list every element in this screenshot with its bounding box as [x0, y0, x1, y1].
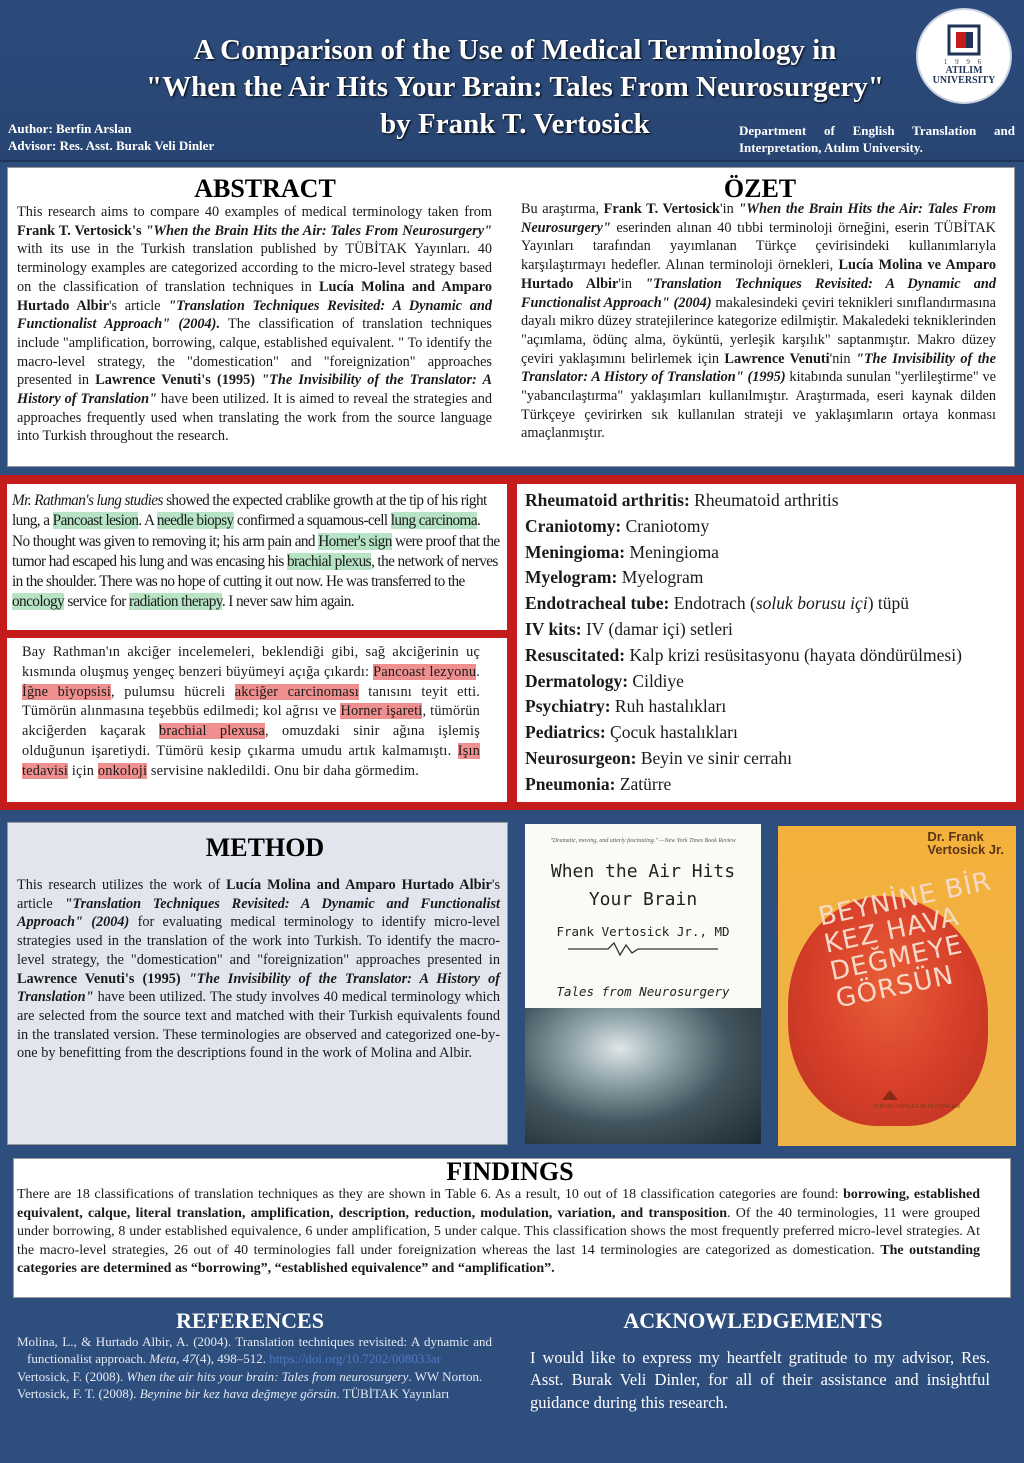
logo-name: ATILIM UNIVERSITY	[932, 65, 996, 86]
reference-item: Molina, L., & Hurtado Albir, A. (2004). Translation techniques revisited: A dynamic and functionalist approach. Meta, 47(4), 498–512. https://doi.org/10.7202/008033ar	[17, 1334, 492, 1367]
book-publisher: TÜBİTAK POPÜLER BİLİM KİTAPLARI	[873, 1104, 961, 1110]
terms-list	[525, 488, 1015, 798]
highlight-term: Işın tedavisi	[22, 742, 480, 779]
term-item: Pediatrics: Çocuk hastalıkları	[525, 722, 738, 743]
ozet-text: Bu araştırma, Frank T. Vertosick'in "When the Brain Hits the Air: Tales From Neurosurgery" eserinden alınan 40 tıbbi terminoloji örneğini, eserin TÜBİTAK Yayınları tarafından yayımlanan Türkçe çevirisindeki kullanımlarıyla karşılaştırmayı hedefler. Alınan terminoloji örnekleri, Lucía Molina ve Amparo Hurtado Albir'in "Translation Techniques Revisited: A Dynamic and Functionalist Approach" (2004) makalesindeki çeviri teknikleri sınıflandırmasına dayalı mikro düzey stratejilerince kategorize edilmiştir. Makaledeki tekniklerinden "açımlama, ödünç alma, öyküntü, yerleşik karşılık" saptanmıştır. Makro düzey çeviri yaklaşımını belirlemek için Lawrence Venuti'nin "The Invisibility of the Translator: A History of Translation" (1995) kitabında sunulan "yerlileştirme" ve "yabancılaştırma" yaklaşımları kullanılmıştır. Araştırmada, eseri kaynak dilden Türkçeye çevirirken sık kullanılan strateji ve yaklaşımların ortaya konması amaçlanmıştır.	[521, 201, 996, 442]
abstract-text: This research aims to compare 40 examples of medical terminology taken from Frank T. Vertosick's "When the Brain Hits the Air: Tales From Neurosurgery" with its use in the Turkish translation published by TÜBİTAK Yayınları. 40 terminology examples are categorized according to the micro-level strategy based on the classification of translation techniques in Lucía Molina and Amparo Hurtado Albir's article "Translation Techniques Revisited: A Dynamic and Functionalist Approach" (2004). The classification of translation techniques include "amplification, borrowing, calque, established equivalent. " To identify the macro-level strategy, the "domestication" and "foreignization" approaches presented in Lawrence Venuti's (1995) "The Invisibility of the Translator: A History of Translation" have been utilized. It is aimed to reveal the strategies and approaches frequently used when translating the work from the source language into Turkish throughout the research.	[17, 204, 492, 445]
method-title: METHOD	[205, 833, 325, 862]
book-author: Dr. Frank Vertosick Jr.	[927, 829, 1004, 857]
highlight-term: Horner işareti	[340, 703, 423, 720]
highlight-term: İğne biyopsisi	[22, 683, 112, 700]
term-item: Endotracheal tube: Endotrach (soluk borusu içi) tüpü	[525, 593, 910, 614]
term-item: Myelogram: Myelogram	[525, 567, 704, 588]
highlight-term: brachial plexus	[286, 552, 371, 570]
book-author: Frank Vertosick Jr., MD	[556, 924, 730, 939]
term-item: Rheumatoid arthritis: Rheumatoid arthritis	[525, 490, 839, 510]
target-excerpt: Bay Rathman'ın akciğer incelemeleri, beklendiği gibi, sağ akciğerinin uç kısmında oluşmuş yengeç benzeri büyümeyi açığa çıkardı: Pancoast lezyonu. İğne biyopsisi, pulumsu hücreli akciğer carcinoması tanısını teyit etti. Tümörün alınmasına teşebbüs edilmedi; kol ağrısı ve Horner işareti, tümörün akciğerden kaçarak brachial plexusa, omuzdaki sinir ağına işlemiş olduğunun işaretiydi. Tümörü kesip çıkarma umudu artık kalmamıştı. Işın tedavisi için onkoloji servisine nakledildi. Onu bir daha görmedim.	[22, 644, 481, 779]
source-excerpt: Mr. Rathman's lung studies showed the expected crablike growth at the tip of his right lung, a Pancoast lesion. A needle biopsy confirmed a squamous-cell lung carcinoma. No thought was given to removing it; his arm pain and Horner's sign were proof that the tumor had escaped his lung and was encasing his brachial plexus, the network of nerves in the shoulder. There was no hope of cutting it out now. He was transferred to the oncology service for radiation therapy. I never saw him again.	[12, 492, 500, 611]
method-text: This research utilizes the work of Lucía Molina and Amparo Hurtado Albir's article "Translation Techniques Revisited: A Dynamic and Functionalist Approach" (2004) for evaluating medical terminology to identify micro-level strategies used in the translation of the work into Turkish. To identify the macro-level strategy, the "domestication" and "foreignization" approaches presented in Lawrence Venuti's (1995) "The Invisibility of the Translator: A History of Translation" have been utilized. The study involves 40 medical terminology which are selected from the source text and matched with their Turkish equivalents found in the translated version. These terminologies are observed and categorized one-by-one by benefitting from the descriptions found in the work of Molina and Albir.	[17, 877, 501, 1062]
term-item: Meningioma: Meningioma	[525, 541, 719, 562]
author: Author: Berfin Arslan	[8, 121, 132, 136]
highlight-term: lung carcinoma	[390, 512, 478, 530]
book-blurb: "Dramatic, moving, and utterly fascinating." —New York Times Book Review	[550, 838, 736, 844]
advisor: Advisor: Res. Asst. Burak Veli Dinler	[8, 138, 215, 153]
author-block	[8, 120, 214, 154]
university-logo	[916, 8, 1012, 104]
findings-text: There are 18 classifications of translation techniques as they are shown in Table 6. As a result, 10 out of 18 classification categories are found: borrowing, established equivalent, calque, literal translation, amplification, description, reduction, modulation, variation, and transposition. Of the 40 terminologies, 11 were grouped under borrowing, 8 under established equivalence, 6 under amplification, 5 under calque. This classification shows the most frequently preferred micro-level strategies. At the macro-level strategies, 26 out of 40 terminologies fall under foreignization whereas the last 14 terminologies are categorized as domestication. The outstanding categories are determined as “borrowing”, “established equivalence” and “amplification”.	[17, 1187, 980, 1277]
doi-link[interactable]: https://doi.org/10.7202/008033ar	[269, 1351, 441, 1367]
term-item: Pneumonia: Zatürre	[525, 773, 672, 794]
highlight-term: oncology	[12, 593, 65, 611]
term-item: Neurosurgeon: Beyin ve sinir cerrahı	[525, 747, 792, 768]
highlight-term: Pancoast lezyonu	[373, 663, 477, 680]
findings-title: FINDINGS	[446, 1157, 574, 1186]
title-line-3: by Frank T. Vertosick	[380, 108, 650, 140]
highlight-term: akciğer carcinoması	[234, 683, 359, 700]
term-item: Psychiatry: Ruh hastalıkları	[525, 696, 727, 717]
book-cover-turkish	[778, 826, 1016, 1146]
book-cover-english	[525, 824, 761, 1144]
highlight-term: needle biopsy	[156, 512, 234, 530]
title-line-2: "When the Air Hits Your Brain: Tales From Neurosurgery"	[146, 71, 884, 103]
ekg-line-icon	[525, 941, 761, 962]
highlight-term: brachial plexusa	[159, 723, 265, 740]
references-title: REFERENCES	[176, 1308, 324, 1333]
highlight-term: radiation therapy	[128, 593, 222, 611]
references-list	[17, 1333, 492, 1402]
term-item: Craniotomy: Craniotomy	[525, 515, 710, 536]
logo-mark-icon	[947, 24, 981, 56]
title-line-1: A Comparison of the Use of Medical Terminology in	[193, 34, 837, 66]
acknowledgements-title: ACKNOWLEDGEMENTS	[623, 1308, 883, 1333]
highlight-term: Horner's sign	[318, 532, 392, 550]
term-item: Dermatology: Cildiye	[525, 670, 684, 691]
book-title: BEYNİNE BİR KEZ HAVA DEĞMEYE GÖRSÜN	[815, 866, 995, 1015]
logo-year: 1 9 9 6	[943, 58, 985, 66]
book-title: When the Air Hits Your Brain	[550, 861, 736, 910]
abstract-title: ABSTRACT	[194, 174, 336, 203]
reference-item: Vertosick, F. T. (2008). Beynine bir kez hava değmeye görsün. TÜBİTAK Yayınları	[17, 1385, 450, 1401]
book-subtitle: Tales from Neurosurgery	[556, 984, 730, 999]
highlight-term: onkoloji	[97, 762, 148, 779]
ozet-title: ÖZET	[723, 174, 797, 203]
surgery-photo	[525, 1008, 761, 1144]
term-item: Resuscitated: Kalp krizi resüsitasyonu (hayata döndürülmesi)	[525, 644, 962, 665]
term-item: IV kits: IV (damar içi) setleri	[525, 618, 733, 639]
acknowledgements-text: I would like to express my heartfelt gratitude to my advisor, Res. Asst. Burak Veli Dinler, for all of their assistance and insightful guidance during this research.	[530, 1348, 990, 1412]
reference-item: Vertosick, F. (2008). When the air hits your brain: Tales from neurosurgery. WW Norton.	[17, 1368, 483, 1384]
department: Department of English Translation and Interpretation, Atılım University.	[739, 123, 1015, 155]
highlight-term: Pancoast lesion	[52, 512, 139, 530]
